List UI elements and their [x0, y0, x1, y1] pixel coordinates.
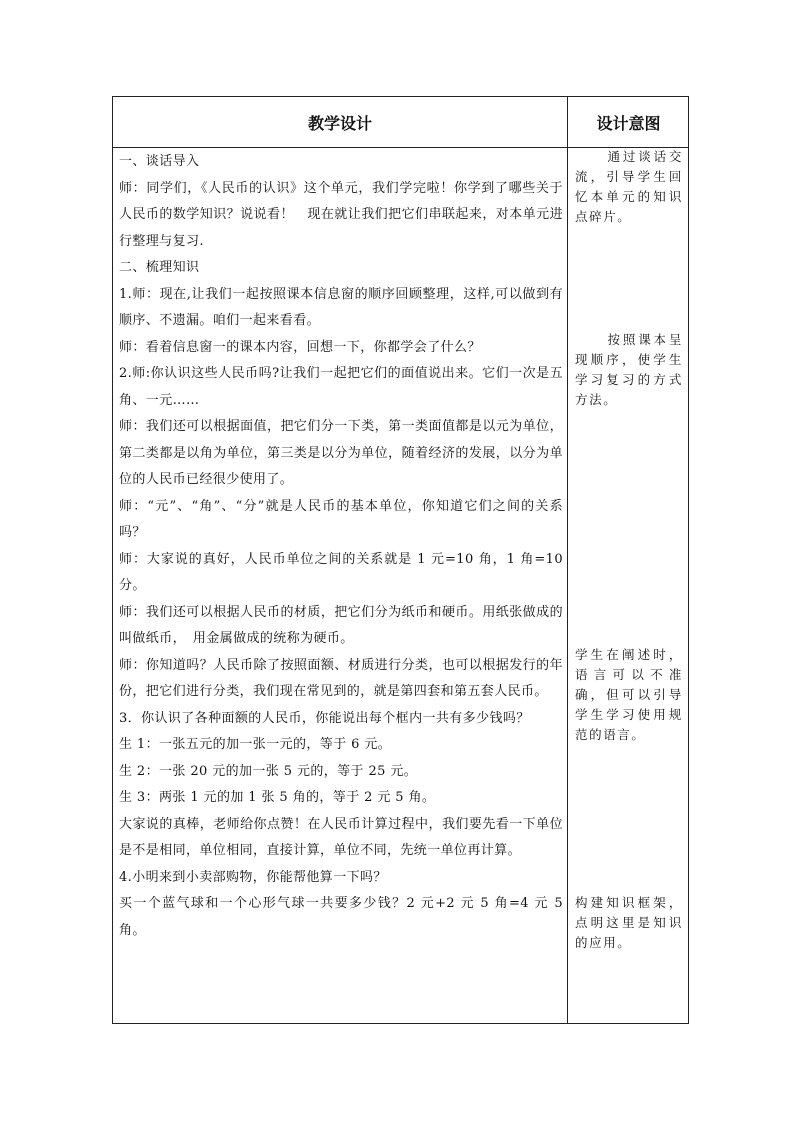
- paragraph: 师：看着信息窗一的课本内容，回想一下，你都学会了什么？: [119, 339, 481, 355]
- student-answer: 生 2：一张 20 元的加一张 5 元的，等于 25 元。: [119, 763, 418, 779]
- paragraph: 师：你知道吗？人民币除了按照面额、材质进行分类，也可以根据发行的年份，把它们进行分类，我们现在常见到的，就是第四套和第五套人民币。: [119, 657, 563, 699]
- paragraph: 师：同学们，《人民币的认识》这个单元，我们学完啦！你学到了哪些关于人民币的数学知识？说说看！ 现在就让我们把它们串联起来，对本单元进行整理与复习.: [119, 180, 563, 249]
- column-divider: [567, 97, 568, 1023]
- paragraph: 大家说的真棒，老师给你点赞！在人民币计算过程中，我们要先看一下单位是不是相同，单位相同，直接计算，单位不同，先统一单位再计算。: [119, 816, 563, 858]
- design-intent-note-3: [575, 645, 683, 745]
- intent-text: 按照课本呈现顺序，使学生学习复习的方式方法。: [575, 332, 683, 407]
- paragraph: 4.小明来到小卖部购物，你能帮他算一下吗？: [119, 869, 387, 885]
- paragraph: 师：我们还可以根据人民币的材质，把它们分为纸币和硬币。用纸张做成的叫做纸币， 用金属做成的统称为硬币。: [119, 604, 563, 646]
- paragraph: 2.师:你认识这些人民币吗?让我们一起把它们的面值说出来。它们一次是五角、一元……: [119, 366, 563, 408]
- student-answer: 生 1：一张五元的加一张一元的，等于 6 元。: [119, 737, 392, 752]
- intent-text: 构建知识框架，点明这里是知识的应用。: [575, 895, 683, 950]
- intent-text: 学生在阐述时，语言可以不准确，但可以引导学生学习使用规范的语言。: [575, 647, 683, 742]
- paragraph: 1.师：现在,让我们一起按照课本信息窗的顺序回顾整理，这样,可以做到有顺序、不遗漏。咱们一起来看看。: [119, 286, 563, 328]
- paragraph: 师：我们还可以根据面值，把它们分一下类，第一类面值都是以元为单位，第二类都是以角为单位，第三类是以分为单位，随着经济的发展，以分为单位的人民币已经很少使用了。: [119, 419, 563, 487]
- paragraph: 师：“元”、“角”、“分”就是人民币的基本单位，你知道它们之间的关系吗？: [119, 498, 563, 540]
- intent-text: 通过谈话交流，引导学生回忆本单元的知识点碎片。: [575, 149, 683, 224]
- design-intent-note-4: [575, 893, 683, 953]
- paragraph: 师：大家说的真好，人民币单位之间的关系就是 1 元=10 角，1 角=10 分。: [119, 551, 563, 593]
- design-intent-note-2: [575, 330, 683, 410]
- design-intent-header: 设计意图: [596, 113, 661, 133]
- paragraph: 买一个蓝气球和一个心形气球一共要多少钱？2 元+2 元 5 角=4 元 5 角。: [119, 896, 563, 938]
- lesson-plan-table: [112, 96, 689, 1024]
- student-answer: 生 3：两张 1 元的加 1 张 5 角的，等于 2 元 5 角。: [119, 790, 436, 805]
- section-heading-intro: 一、谈话导入: [119, 154, 200, 169]
- design-intent-note-1: [575, 147, 683, 227]
- teaching-design-content: [119, 149, 563, 944]
- section-heading-review: 二、梳理知识: [119, 260, 200, 275]
- paragraph: 3．你认识了各种面额的人民币，你能说出每个框内一共有多少钱吗？: [119, 710, 530, 726]
- teaching-design-header: 教学设计: [307, 113, 372, 133]
